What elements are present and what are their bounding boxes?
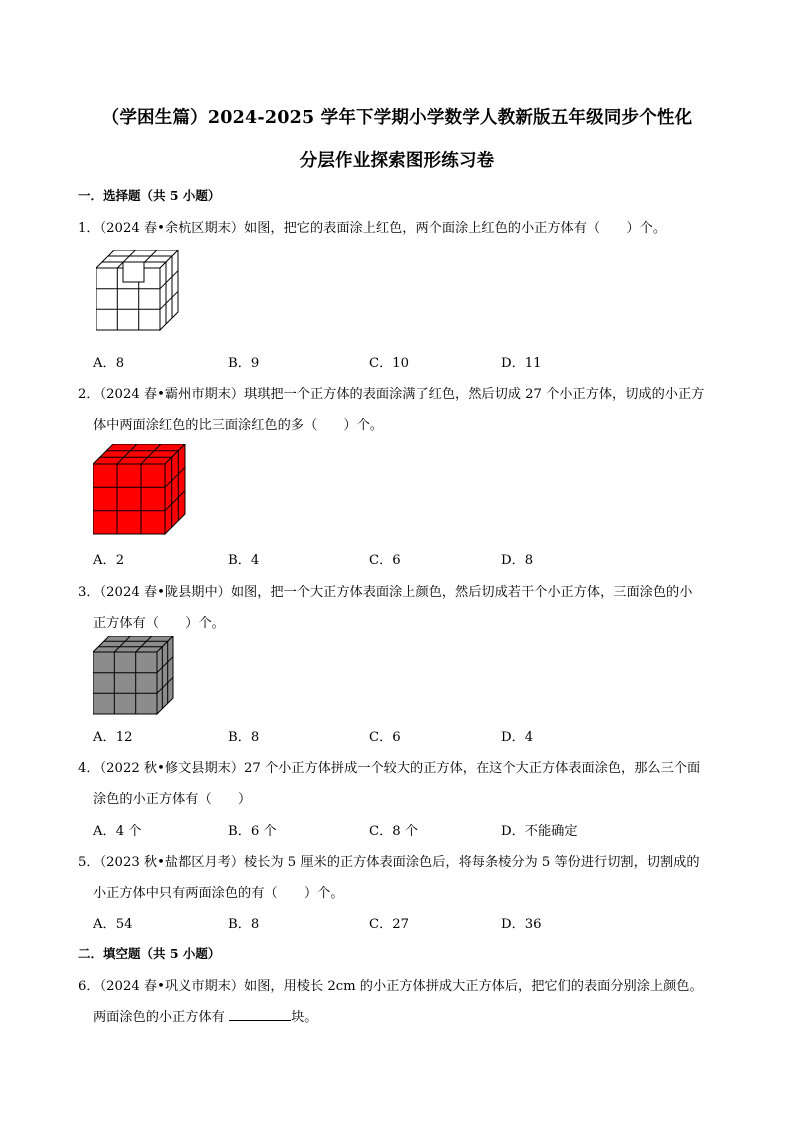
- q2-option-c[interactable]: C．6: [369, 553, 401, 568]
- q2-option-d[interactable]: D．8: [501, 553, 534, 568]
- title-line-1: （学困生篇）2024-2025 学年下学期小学数学人教新版五年级同步个性化: [101, 108, 693, 128]
- q6-prompt: 两面涂色的小正方体有: [93, 1010, 225, 1025]
- q3-line-1: 3．（2024 春•陇县期中）如图，把一个大正方体表面涂上颜色，然后切成若干个小正方体，三面涂色的小: [78, 585, 693, 600]
- q4-option-a[interactable]: A．4 个: [93, 824, 142, 839]
- q3-option-a[interactable]: A．12: [93, 730, 133, 745]
- q6-answer-blank[interactable]: [229, 1008, 291, 1021]
- q1-option-c[interactable]: C．10: [369, 356, 410, 371]
- q1-option-d[interactable]: D．11: [501, 356, 542, 371]
- q2-option-a[interactable]: A．2: [93, 553, 125, 568]
- q1-cube-figure: [96, 250, 182, 332]
- q6-line-2: [93, 1006, 317, 1025]
- q5-option-d[interactable]: D．36: [501, 917, 542, 932]
- q5-line-1: 5．（2023 秋•盐都区月考）棱长为 5 厘米的正方体表面涂色后，将每条棱分为 5 等份进行切割，切割成的: [78, 855, 700, 870]
- q3-option-b[interactable]: B．8: [228, 730, 260, 745]
- q3-gray-cube-figure: [93, 636, 177, 716]
- q2-line-1: 2．（2024 春•霸州市期末）琪琪把一个正方体的表面涂满了红色，然后切成 27 个小正方体，切成的小正方: [78, 387, 705, 402]
- q6-suffix: 块。: [291, 1010, 318, 1025]
- section-fill-in: 二．填空题（共 5 小题）: [78, 946, 221, 961]
- title-line-2: 分层作业探索图形练习卷: [299, 151, 495, 171]
- q5-option-c[interactable]: C．27: [369, 917, 410, 932]
- q3-option-c[interactable]: C．6: [369, 730, 401, 745]
- q6-line-1: 6．（2024 春•巩义市期末）如图，用棱长 2cm 的小正方体拼成大正方体后，把它们的表面分别涂上颜色。: [78, 979, 703, 994]
- q5-option-b[interactable]: B．8: [228, 917, 260, 932]
- q4-option-d[interactable]: D．不能确定: [501, 824, 578, 839]
- q1-option-a[interactable]: A．8: [93, 356, 125, 371]
- q4-option-b[interactable]: B．6 个: [228, 824, 277, 839]
- q3-option-d[interactable]: D．4: [501, 730, 534, 745]
- q5-line-2: 小正方体中只有两面涂色的有（ ）个。: [93, 886, 344, 901]
- q3-line-2: 正方体有（ ）个。: [93, 616, 225, 631]
- section-choice: 一．选择题（共 5 小题）: [78, 188, 221, 203]
- q4-line-2: 涂色的小正方体有（ ）: [93, 792, 252, 807]
- q1-option-b[interactable]: B．9: [228, 356, 260, 371]
- q4-option-c[interactable]: C．8 个: [369, 824, 419, 839]
- q2-red-cube-figure: [93, 444, 187, 536]
- q2-line-2: 体中两面涂红色的比三面涂红色的多（ ）个。: [93, 418, 384, 433]
- q5-option-a[interactable]: A．54: [93, 917, 133, 932]
- q2-option-b[interactable]: B．4: [228, 553, 260, 568]
- q4-line-1: 4．（2022 秋•修文县期末）27 个小正方体拼成一个较大的正方体，在这个大正方体表面涂色，那么三个面: [78, 761, 701, 776]
- q1-line-1: 1．（2024 春•余杭区期末）如图，把它的表面涂上红色，两个面涂上红色的小正方体有（ ）个。: [78, 221, 667, 236]
